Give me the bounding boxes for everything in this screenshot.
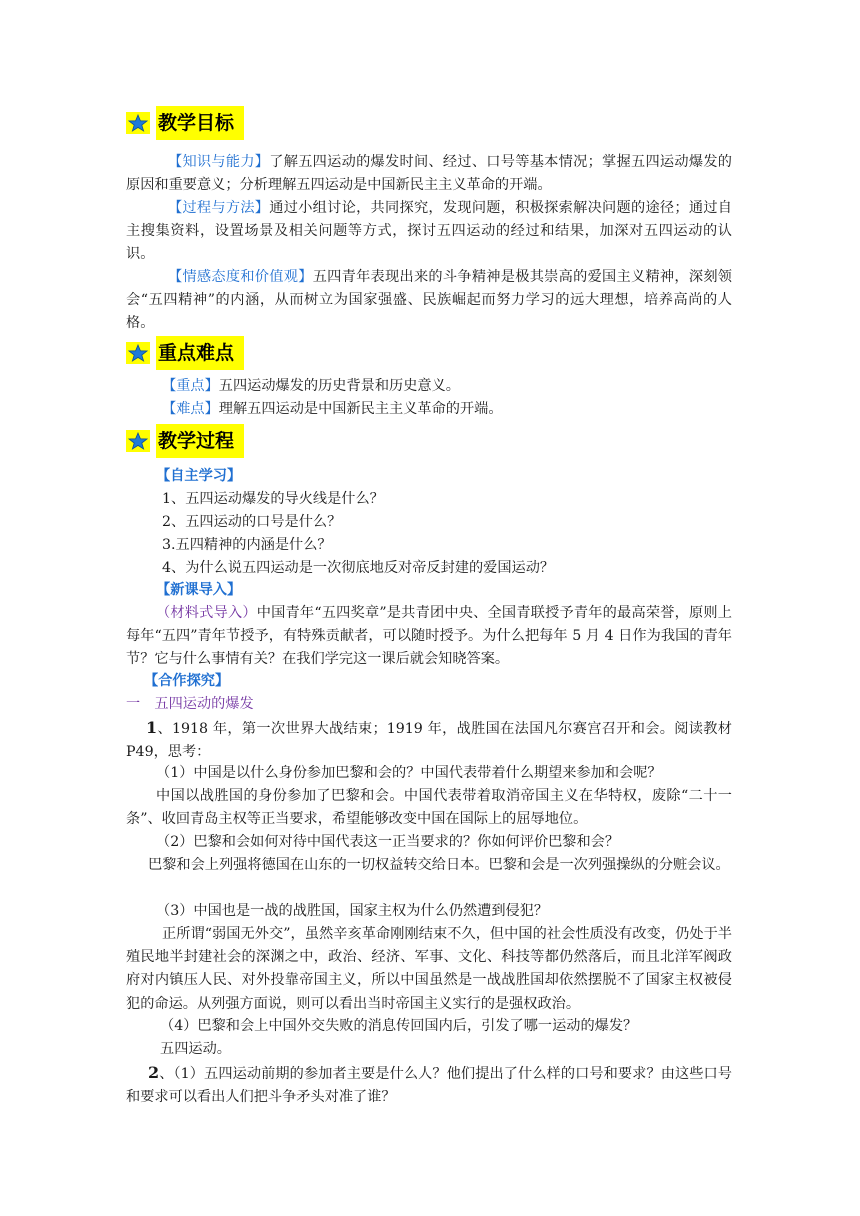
explore-q1: （1）中国是以什么身份参加巴黎和会的？中国代表带着什么期望来参加和会呢？ [156,765,662,781]
goal-emotion [126,266,732,336]
text-hard: 理解五四运动是中国新民主主义革命的开端。 [218,401,503,417]
intro-label: 【新课导入】 [156,582,242,598]
text-process: 通过小组讨论，共同探究，发现问题，积极探索解决问题的途径；通过自主搜集资料，设置场景及相关问题等方式，探讨五四运动的经过和结果，加深对五四运动的认识。 [126,200,732,263]
self-study-q1: 1、五四运动爆发的导火线是什么？ [162,491,384,507]
intro-material [126,602,732,672]
item2-text: 、（1）五四运动前期的参加者主要是什么人？他们提出了什么样的口号和要求？由这些口号和要求可以看出人们把斗争矛头对准了谁？ [126,1066,732,1106]
star-icon [126,112,150,134]
label-emotion: 【情感态度和价值观】 [168,269,313,285]
keypoint-hard [126,398,732,421]
label-hard: 【难点】 [162,401,219,417]
text-emotion: 五四青年表现出来的斗争精神是极其崇高的爱国主义精神，深刻领会“五四精神”的内涵，从而树立为国家强盛、民族崛起而努力学习的远大理想，培养高尚的人格。 [126,269,732,332]
text-knowledge: 了解五四运动的爆发时间、经过、口号等基本情况；掌握五四运动爆发的原因和重要意义；分析理解五四运动是中国新民主主义革命的开端。 [126,154,732,194]
part1-title: 一 五四运动的爆发 [126,696,254,712]
text-key: 五四运动爆发的历史背景和历史意义。 [218,378,460,394]
item1-text: 、1918 年，第一次世界大战结束；1919 年，战胜国在法国凡尔赛宫召开和会。阅读教材 P49，思考： [126,721,732,761]
explore-a4: 五四运动。 [160,1041,231,1057]
explore-q3: （3）中国也是一战的战胜国，国家主权为什么仍然遭到侵犯？ [156,903,549,919]
self-study-q3: 3.五四精神的内涵是什么？ [162,537,332,553]
self-study-q4: 4、为什么说五四运动是一次彻底地反对帝反封建的爱国运动？ [162,560,555,576]
explore-q2: （2）巴黎和会如何对待中国代表这一正当要求的？你如何评价巴黎和会？ [156,834,620,850]
item1-number: 1 [146,718,158,737]
goal-knowledge [126,151,732,197]
label-knowledge: 【知识与能力】 [168,154,270,170]
explore-a3: 正所谓“弱国无外交”，虽然辛亥革命刚刚结束不久，但中国的社会性质没有改变，仍处于半殖民地半封建社会的深渊之中，政治、经济、军事、文化、科技等都仍然落后，而且北洋军阀政府对内镇压人民、对外投靠帝国主义，所以中国虽然是一战战胜国却依然摆脱不了国家主权被侵犯的命运。从列强方面说，则可以看出当时帝国主义实行的是强权政治。 [126,926,732,1012]
star-icon [126,430,150,452]
self-study-label: 【自主学习】 [156,468,242,484]
star-icon [126,342,150,364]
section-header-goals [126,106,244,140]
explore-item1 [126,716,732,764]
goal-process [126,197,732,267]
section-title: 教学过程 [156,424,244,458]
self-study-q2: 2、五四运动的口号是什么？ [162,514,342,530]
section-title: 重点难点 [156,336,244,370]
section-header-process [126,424,244,458]
explore-a2: 巴黎和会上列强将德国在山东的一切权益转交给日本。巴黎和会是一次列强操纵的分赃会议。 [148,857,730,873]
text-material: 中国青年“五四奖章”是共青团中央、全国青联授予青年的最高荣誉，原则上每年“五四”青年节授予，有特殊贡献者，可以随时授予。为什么把每年 5 月 4 日作为我国的青年节？它与什么事情有关？在我们学完这一课后就会知晓答案。 [126,605,732,668]
section-header-keypoints [126,336,244,370]
label-process: 【过程与方法】 [168,200,270,216]
item2-number: 2 [148,1063,160,1082]
explore-a1: 中国以战胜国的身份参加了巴黎和会。中国代表带着取消帝国主义在华特权，废除“二十一条”、收回青岛主权等正当要求，希望能够改变中国在国际上的屈辱地位。 [126,788,732,828]
explore-q4: （4）巴黎和会上中国外交失败的消息传回国内后，引发了哪一运动的爆发？ [160,1018,638,1034]
section-title: 教学目标 [156,106,244,140]
explore-label: 【合作探究】 [144,673,230,689]
label-key: 【重点】 [162,378,219,394]
explore-item2 [126,1061,732,1109]
keypoint-key [126,375,732,398]
label-material: （材料式导入） [156,605,257,621]
